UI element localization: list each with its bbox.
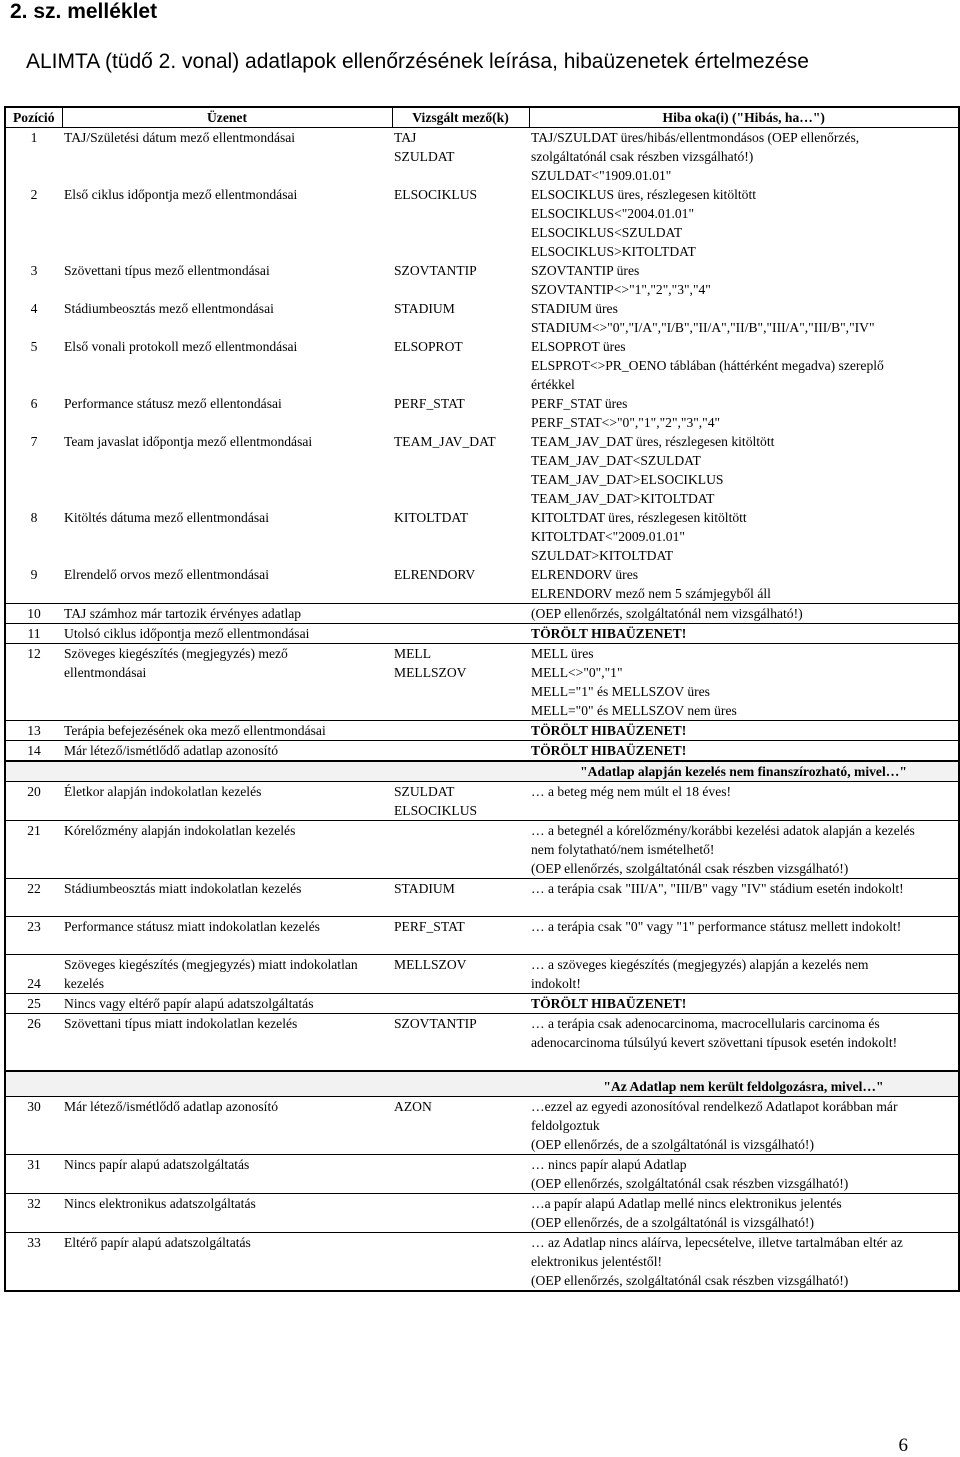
table-row	[5, 1155, 959, 1194]
table-row	[5, 741, 959, 762]
row-message: Szöveges kiegészítés (megjegyzés) mező ellentmondásai	[62, 644, 392, 721]
row-position: 10	[5, 604, 62, 624]
row-reason: MELL üres MELL<>"0","1" MELL="1" és MELLSZOV üres MELL="0" és MELLSZOV nem üres	[529, 644, 959, 721]
row-reason: …a papír alapú Adatlap mellé nincs elektronikus jelentés (OEP ellenőrzés, de a szolgáltatónál is vizsgálható!)	[529, 1194, 959, 1233]
row-position: 31	[5, 1155, 62, 1194]
table-row	[5, 917, 959, 955]
row-reason: … a beteg még nem múlt el 18 éves!	[529, 782, 959, 821]
row-message: Szövettani típus miatt indokolatlan kezelés	[62, 1014, 392, 1071]
section-header-row	[5, 1071, 959, 1097]
row-field: TAJ SZULDAT	[394, 130, 455, 164]
row-position: 1	[30, 130, 38, 145]
row-field	[392, 741, 529, 762]
row-field: MELL MELLSZOV	[392, 644, 529, 721]
row-position: 22	[5, 879, 62, 917]
header-field: Vizsgált mező(k)	[392, 107, 529, 128]
header-message: Üzenet	[62, 107, 392, 128]
row-reason: KITOLTDAT üres, részlegesen kitöltött KITOLTDAT<"2009.01.01" SZULDAT>KITOLTDAT	[531, 510, 747, 563]
row-position: 8	[30, 510, 38, 525]
row-field: ELRENDORV	[394, 567, 476, 582]
row-field: TEAM_JAV_DAT	[394, 434, 496, 449]
table-row	[5, 128, 959, 186]
row-reason: SZOVTANTIP üres SZOVTANTIP<>"1","2","3","4"	[531, 263, 711, 297]
row-position: 4	[30, 301, 38, 316]
row-position: 2	[30, 187, 38, 202]
row-reason: … a szöveges kiegészítés (megjegyzés) alapján a kezelés nem indokolt!	[529, 955, 959, 994]
row-position: 11	[5, 624, 62, 644]
row-reason: PERF_STAT üres PERF_STAT<>"0","1","2","3","4"	[531, 396, 721, 430]
row-position: 9	[30, 567, 38, 582]
table-row	[5, 644, 959, 721]
row-position: 25	[5, 994, 62, 1014]
table-row	[5, 185, 959, 261]
row-position: 26	[5, 1014, 62, 1071]
row-message: Utolsó ciklus időpontja mező ellentmondásai	[62, 624, 392, 644]
row-message: Kitöltés dátuma mező ellentmondásai	[64, 510, 269, 525]
row-position: 12	[5, 644, 62, 721]
row-reason: … nincs papír alapú Adatlap (OEP ellenőrzés, szolgáltatónál csak részben vizsgálható!)	[529, 1155, 959, 1194]
row-message: Stádiumbeosztás miatt indokolatlan kezelés	[62, 879, 392, 917]
row-position: 24	[5, 955, 62, 994]
row-field	[392, 604, 529, 624]
row-field	[392, 1233, 529, 1292]
row-reason: TEAM_JAV_DAT üres, részlegesen kitöltött TEAM_JAV_DAT<SZULDAT TEAM_JAV_DAT>ELSOCIKLUS TEAM_JAV_DAT>KITOLTDAT	[531, 434, 775, 506]
table-row	[5, 1097, 959, 1155]
table-row	[5, 721, 959, 741]
table-row	[5, 821, 959, 879]
row-field: KITOLTDAT	[394, 510, 469, 525]
row-reason: ELSOPROT üres ELSPROT<>PR_OENO táblában (háttérként megadva) szereplő értékkel	[531, 339, 884, 392]
table-row	[5, 508, 959, 565]
row-position: 13	[5, 721, 62, 741]
row-position: 20	[5, 782, 62, 821]
table-row	[5, 1233, 959, 1292]
section-header-row	[5, 761, 959, 782]
table-row	[5, 782, 959, 821]
row-reason: …ezzel az egyedi azonosítóval rendelkező Adatlapot korábban már feldolgoztuk (OEP ellenőrzés, de a szolgáltatónál is vizsgálható!)	[529, 1097, 959, 1155]
row-field: SZULDAT ELSOCIKLUS	[392, 782, 529, 821]
page-number: 6	[898, 1435, 908, 1456]
row-message: Nincs vagy eltérő papír alapú adatszolgáltatás	[62, 994, 392, 1014]
row-position: 30	[5, 1097, 62, 1155]
row-position: 5	[30, 339, 38, 354]
row-field: MELLSZOV	[392, 955, 529, 994]
table-row	[5, 565, 959, 604]
table-row	[5, 1014, 959, 1071]
row-message: Nincs elektronikus adatszolgáltatás	[62, 1194, 392, 1233]
table-row	[5, 955, 959, 994]
row-field: STADIUM	[392, 879, 529, 917]
row-reason: … a terápia csak "III/A", "III/B" vagy "IV" stádium esetén indokolt!	[529, 879, 959, 917]
table-row	[5, 432, 959, 508]
row-message: Stádiumbeosztás mező ellentmondásai	[64, 301, 274, 316]
row-field: STADIUM	[394, 301, 455, 316]
row-field: ELSOPROT	[394, 339, 463, 354]
table-row	[5, 337, 959, 394]
table-row	[5, 394, 959, 432]
row-reason: … a terápia csak adenocarcinoma, macrocellularis carcinoma és adenocarcinoma túlsúlyú kevert szövettani típusok esetén indokolt!	[529, 1014, 959, 1071]
row-field	[392, 994, 529, 1014]
row-reason: TÖRÖLT HIBAÜZENET!	[529, 741, 959, 762]
row-field	[392, 721, 529, 741]
table-row	[5, 1194, 959, 1233]
row-message: Eltérő papír alapú adatszolgáltatás	[62, 1233, 392, 1292]
row-message: Terápia befejezésének oka mező ellentmondásai	[62, 721, 392, 741]
row-position: 3	[30, 263, 38, 278]
header-position: Pozíció	[5, 107, 62, 128]
row-reason: ELSOCIKLUS üres, részlegesen kitöltött ELSOCIKLUS<"2004.01.01" ELSOCIKLUS<SZULDAT ELSOCIKLUS>KITOLTDAT	[531, 187, 757, 259]
row-message: Már létező/ismétlődő adatlap azonosító	[62, 741, 392, 762]
row-message: Már létező/ismétlődő adatlap azonosító	[62, 1097, 392, 1155]
row-reason: TAJ/SZULDAT üres/hibás/ellentmondásos (OEP ellenőrzés, szolgáltatónál csak részben vizsgálható!) SZULDAT<"1909.01.01"	[531, 130, 860, 183]
row-reason: … a betegnél a kórelőzmény/korábbi kezelési adatok alapján a kezelés nem folytatható/nem ismételhető! (OEP ellenőrzés, szolgáltatónál csak részben vizsgálható!)	[529, 821, 959, 879]
row-reason: … a terápia csak "0" vagy "1" performance státusz mellett indokolt!	[529, 917, 959, 955]
row-position: 21	[5, 821, 62, 879]
row-reason: … az Adatlap nincs aláírva, lepecsételve, illetve tartalmában eltér az elektronikus jelentéstől! (OEP ellenőrzés, szolgáltatónál csak részben vizsgálható!)	[529, 1233, 959, 1292]
table-row	[5, 604, 959, 624]
row-message: Kórelőzmény alapján indokolatlan kezelés	[62, 821, 392, 879]
table-row	[5, 261, 959, 299]
table-row	[5, 994, 959, 1014]
row-message: Elrendelő orvos mező ellentmondásai	[64, 567, 269, 582]
section-label: "Az Adatlap nem került feldolgozásra, mivel…"	[529, 1071, 959, 1097]
row-field	[392, 821, 529, 879]
row-reason: (OEP ellenőrzés, szolgáltatónál nem vizsgálható!)	[529, 604, 959, 624]
row-reason: ELRENDORV üres ELRENDORV mező nem 5 számjegyből áll	[531, 567, 771, 601]
row-message: Performance státusz mező ellentondásai	[64, 396, 282, 411]
header-reason: Hiba oka(i) ("Hibás, ha…")	[529, 107, 959, 128]
row-field: PERF_STAT	[392, 917, 529, 955]
row-reason: TÖRÖLT HIBAÜZENET!	[529, 994, 959, 1014]
table-row	[5, 879, 959, 917]
row-message: Nincs papír alapú adatszolgáltatás	[62, 1155, 392, 1194]
row-field	[392, 624, 529, 644]
row-field	[392, 1155, 529, 1194]
row-field: PERF_STAT	[394, 396, 465, 411]
row-field: SZOVTANTIP	[392, 1014, 529, 1071]
row-field: AZON	[392, 1097, 529, 1155]
annex-label: 2. sz. melléklet	[10, 0, 158, 23]
row-reason: TÖRÖLT HIBAÜZENET!	[529, 624, 959, 644]
row-field: SZOVTANTIP	[394, 263, 477, 278]
row-reason: TÖRÖLT HIBAÜZENET!	[529, 721, 959, 741]
table-header-row	[5, 107, 959, 128]
row-message: TAJ/Születési dátum mező ellentmondásai	[64, 130, 296, 145]
table-row	[5, 299, 959, 337]
row-field: ELSOCIKLUS	[394, 187, 478, 202]
row-message: Performance státusz miatt indokolatlan kezelés	[62, 917, 392, 955]
document-title: ALIMTA (tüdő 2. vonal) adatlapok ellenőrzésének leírása, hibaüzenetek értelmezése	[26, 50, 809, 73]
row-message: Életkor alapján indokolatlan kezelés	[62, 782, 392, 821]
row-position: 7	[30, 434, 38, 449]
row-field	[392, 1194, 529, 1233]
table-row	[5, 624, 959, 644]
row-position: 32	[5, 1194, 62, 1233]
row-message: Első ciklus időpontja mező ellentmondásai	[64, 187, 298, 202]
row-message: Szöveges kiegészítés (megjegyzés) miatt indokolatlan kezelés	[62, 955, 392, 994]
error-message-table	[4, 106, 960, 1292]
row-position: 14	[5, 741, 62, 762]
row-message: Szövettani típus mező ellentmondásai	[64, 263, 270, 278]
section-label: "Adatlap alapján kezelés nem finanszírozható, mivel…"	[529, 761, 959, 782]
row-message: Team javaslat időpontja mező ellentmondásai	[64, 434, 313, 449]
row-reason: STADIUM üres STADIUM<>"0","I/A","I/B","II/A","II/B","III/A","III/B","IV"	[531, 301, 875, 335]
row-message: TAJ számhoz már tartozik érvényes adatlap	[62, 604, 392, 624]
row-position: 23	[5, 917, 62, 955]
row-message: Első vonali protokoll mező ellentmondásai	[64, 339, 298, 354]
row-position: 33	[5, 1233, 62, 1292]
row-position: 6	[30, 396, 38, 411]
